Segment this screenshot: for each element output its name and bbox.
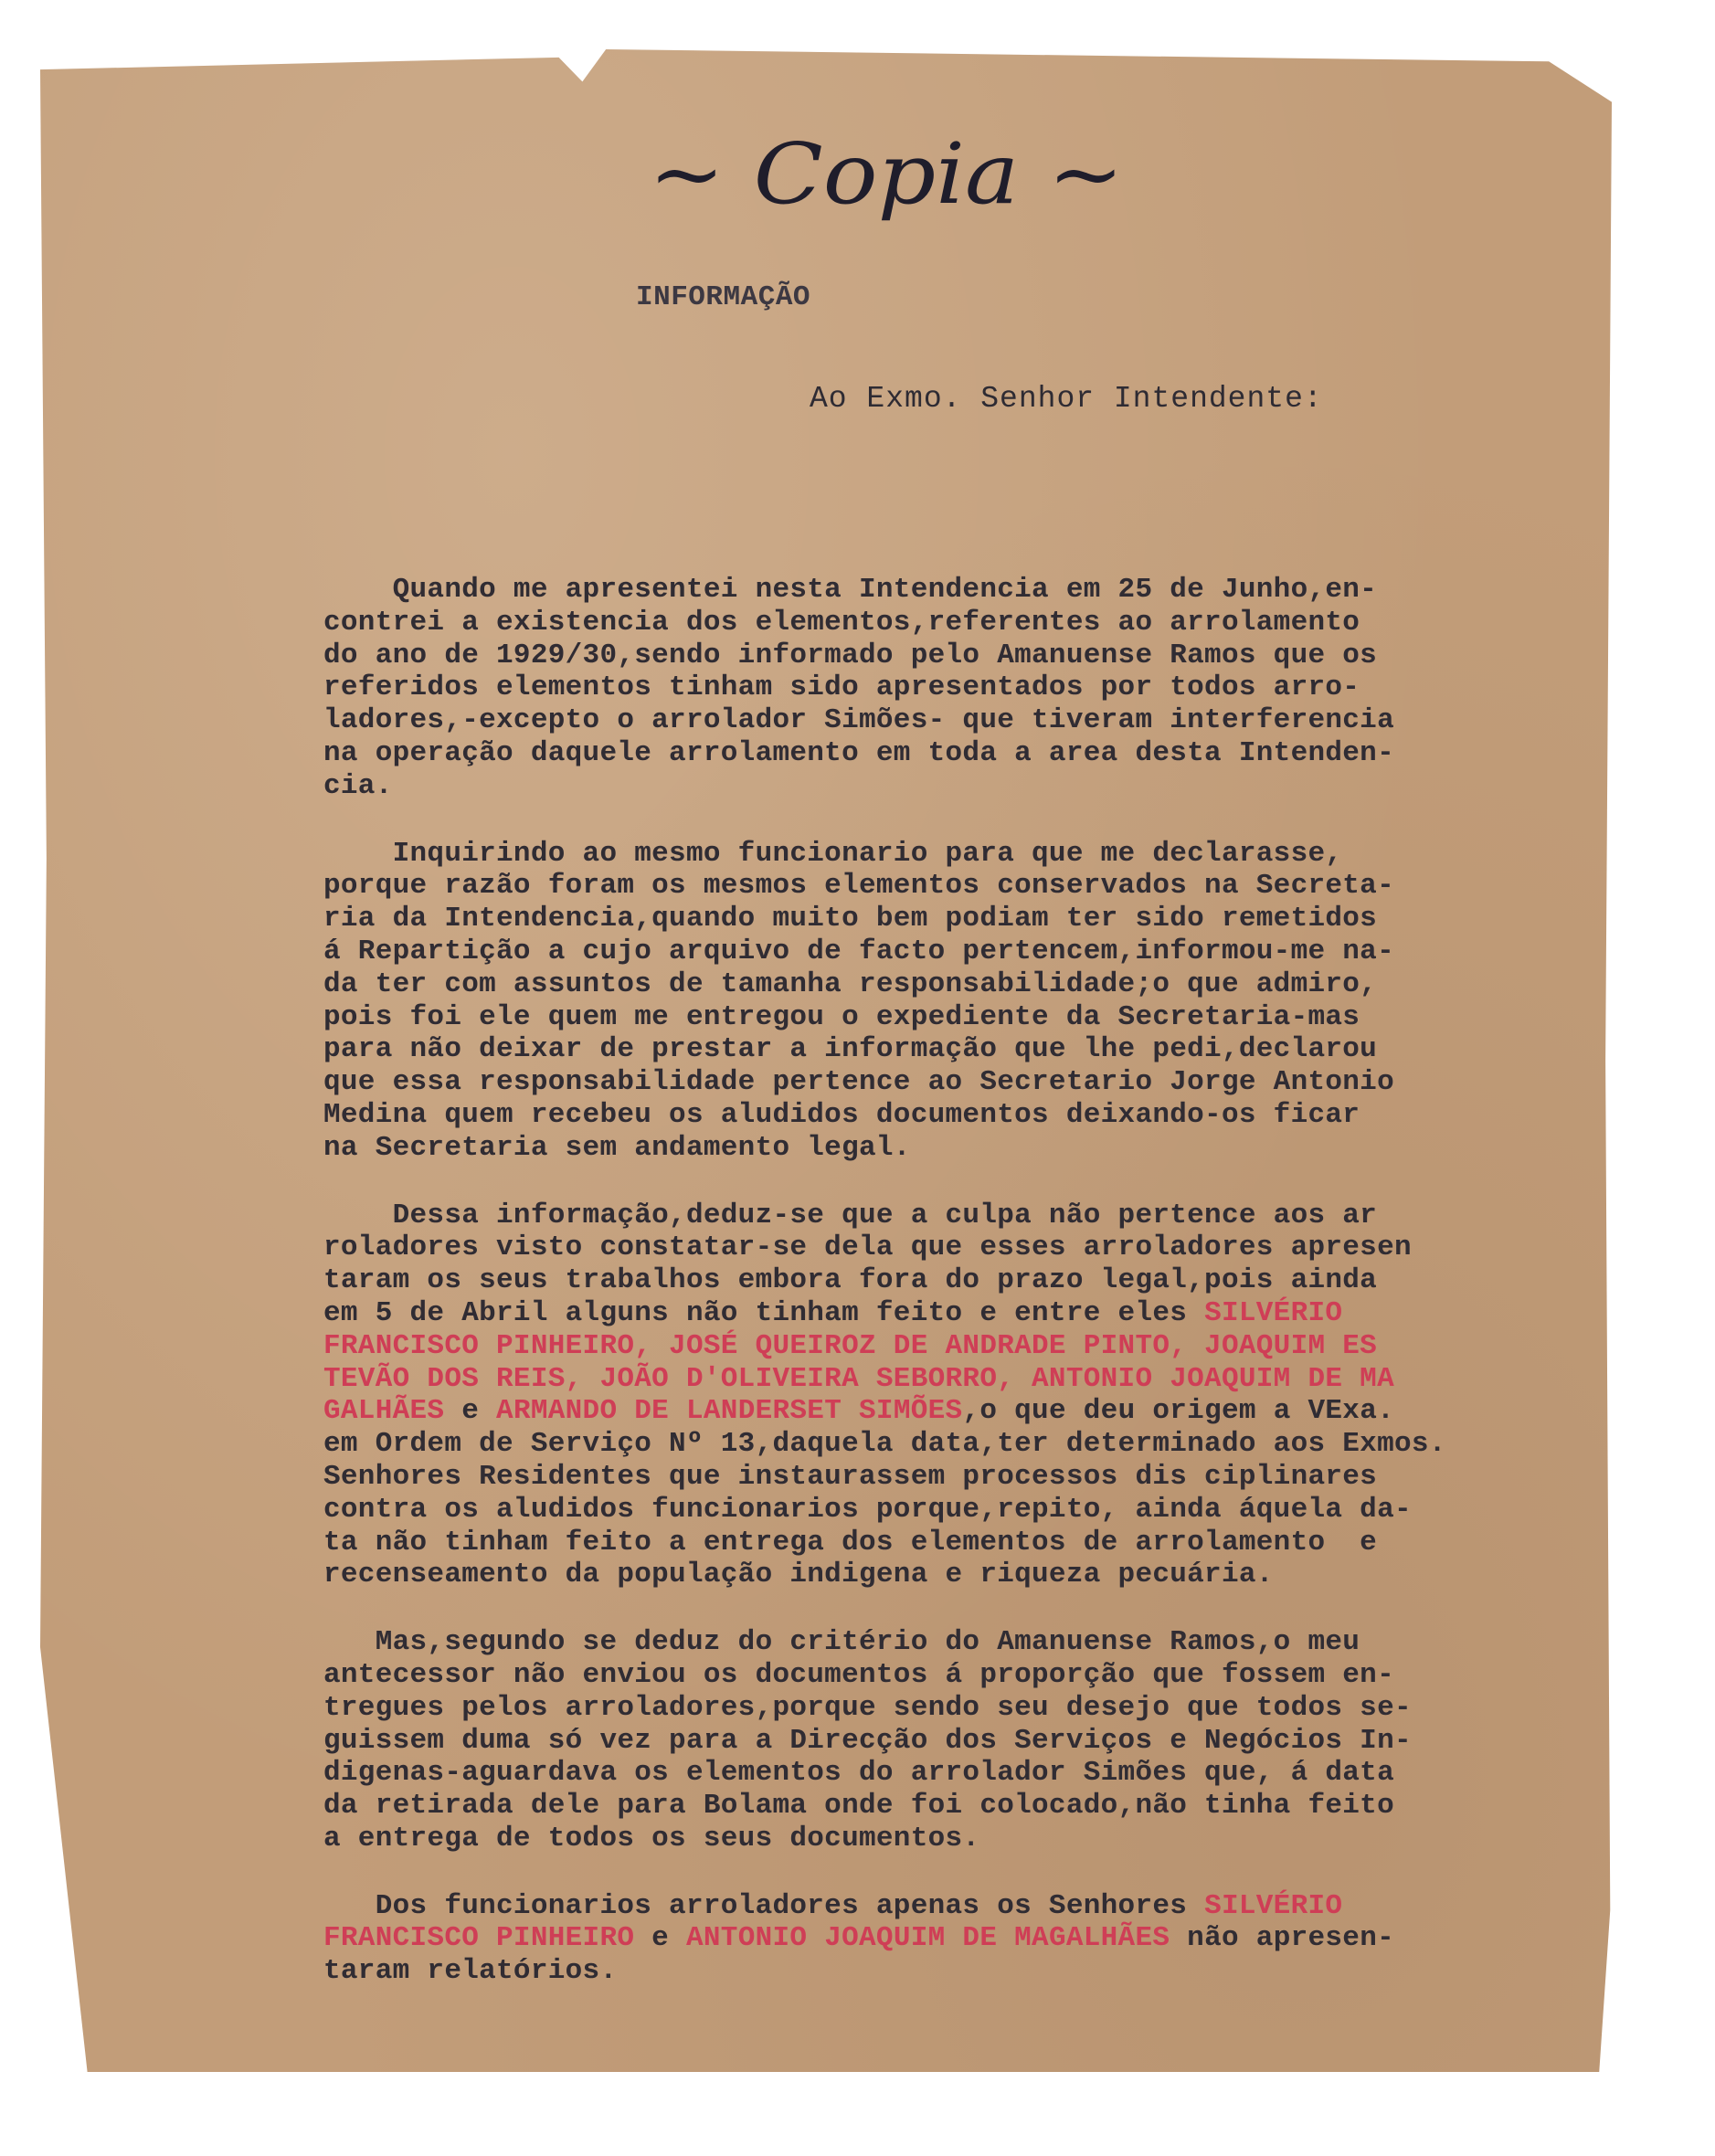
text-segment: pois foi ele quem me entregou o expediente da Secretaria-mas [323,1000,1360,1033]
text-line [323,737,1603,770]
text-line [323,1494,1603,1527]
text-segment: referidos elementos tinham sido apresentados por todos arro- [323,671,1360,704]
text-line [323,1890,1603,1923]
handwritten-header [612,119,1160,274]
text-line [323,1955,1603,1988]
text-line [323,639,1603,672]
text-line [323,1231,1603,1264]
red-name-segment: GALHÃES [323,1395,445,1428]
red-name-segment: TEVÃO DOS REIS, JOÃO D'OLIVEIRA SEBORRO, ANTONIO JOAQUIM DE MA [323,1362,1394,1395]
text-segment: a entrega de todos os seus documentos. [323,1822,980,1855]
salutation: Ao Exmo. Senhor Intendente: [810,382,1323,416]
text-segment: e [634,1922,686,1955]
text-line [323,574,1603,607]
text-line [323,1790,1603,1823]
text-segment: Mas,segundo se deduz do critério do Amanuense Ramos,o meu [323,1626,1360,1659]
text-segment: digenas-aguardava os elementos do arrolador Simões que, á data [323,1757,1394,1790]
text-segment: cia. [323,769,393,802]
text-line [323,671,1603,704]
text-segment: recenseamento da população indigena e riqueza pecuária. [323,1559,1274,1591]
text-segment: Medina quem recebeu os aludidos documentos deixando-os ficar [323,1098,1360,1131]
text-segment: contrei a existencia dos elementos,referentes ao arrolamento [323,606,1360,639]
text-segment: ,o que deu origem a VExa. [962,1395,1395,1428]
text-line [323,1559,1603,1591]
text-line [323,607,1603,639]
text-segment: Quando me apresentei nesta Intendencia em 25 de Junho,en- [323,574,1378,606]
paragraph [323,574,1603,803]
text-line [323,1099,1603,1132]
text-segment: ladores,-excepto o arrolador Simões- que tiveram interferencia [323,704,1394,737]
text-line [323,1428,1603,1461]
text-line [323,1033,1603,1066]
text-line [323,1132,1603,1165]
red-name-segment: FRANCISCO PINHEIRO [323,1922,635,1955]
text-line [323,1823,1603,1855]
handwritten-header-text: ~ Copia ~ [649,125,1124,223]
text-segment: em 5 de Abril alguns não tinham feito e entre eles [323,1296,1205,1329]
text-segment: e [444,1395,497,1428]
text-segment: taram relatórios. [323,1955,618,1988]
text-segment: Dessa informação,deduz-se que a culpa não pertence aos ar [323,1199,1378,1231]
text-segment: tregues pelos arroladores,porque sendo seu desejo que todos se- [323,1691,1412,1724]
text-segment: roladores visto constatar-se dela que esses arroladores apresen [323,1231,1412,1264]
text-line [323,838,1603,871]
text-segment: que essa responsabilidade pertence ao Secretario Jorge Antonio [323,1066,1394,1099]
document-title: INFORMAÇÃO [636,281,811,313]
text-segment: á Repartição a cujo arquivo de facto pertencem,informou-me na- [323,935,1394,967]
text-segment: antecessor não enviou os documentos á proporção que fossem en- [323,1658,1394,1691]
paragraph [323,1626,1603,1855]
text-line [323,1001,1603,1034]
text-line [323,1626,1603,1659]
red-name-segment: FRANCISCO PINHEIRO, JOSÉ QUEIROZ DE ANDRADE PINTO, JOAQUIM ES [323,1329,1378,1362]
text-line [323,1066,1603,1099]
text-line [323,1757,1603,1790]
text-segment: guissem duma só vez para a Direcção dos Serviços e Negócios In- [323,1724,1412,1757]
text-line [323,1922,1603,1955]
text-line [323,968,1603,1001]
text-line [323,1330,1603,1363]
text-segment: ta não tinham feito a entrega dos elementos de arrolamento e [323,1526,1378,1559]
text-segment: na operação daquele arrolamento em toda a area desta Intenden- [323,736,1394,769]
text-line [323,1527,1603,1559]
text-segment: ria da Intendencia,quando muito bem podiam ter sido remetidos [323,903,1378,935]
text-segment: não apresen- [1170,1922,1395,1955]
text-line [323,1659,1603,1692]
document-body [323,574,1603,2023]
text-segment: para não deixar de prestar a informação que lhe pedi,declarou [323,1033,1378,1066]
red-name-segment: SILVÉRIO [1204,1889,1343,1922]
paragraph [323,838,1603,1165]
paragraph [323,1890,1603,1988]
text-segment: na Secretaria sem andamento legal. [323,1131,911,1164]
text-line [323,935,1603,968]
text-line [323,1200,1603,1232]
text-segment: contra os aludidos funcionarios porque,repito, ainda áquela da- [323,1493,1412,1526]
text-line [323,1363,1603,1396]
text-line [323,903,1603,935]
text-segment: da ter com assuntos de tamanha responsabilidade;o que admiro, [323,967,1378,1000]
text-segment: Inquirindo ao mesmo funcionario para que me declarasse, [323,837,1343,870]
text-line [323,1297,1603,1330]
text-segment: em Ordem de Serviço Nº 13,daquela data,ter determinado aos Exmos. [323,1428,1446,1461]
text-segment: porque razão foram os mesmos elementos conservados na Secreta- [323,870,1394,903]
red-name-segment: ARMANDO DE LANDERSET SIMÕES [496,1395,963,1428]
text-line [323,770,1603,803]
text-segment: taram os seus trabalhos embora fora do prazo legal,pois ainda [323,1264,1378,1297]
red-name-segment: ANTONIO JOAQUIM DE MAGALHÃES [685,1922,1170,1955]
text-segment: da retirada dele para Bolama onde foi colocado,não tinha feito [323,1790,1394,1823]
text-segment: do ano de 1929/30,sendo informado pelo Amanuense Ramos que os [323,639,1378,671]
paragraph [323,1200,1603,1592]
text-line [323,1264,1603,1297]
text-line [323,704,1603,737]
text-line [323,1461,1603,1494]
text-line [323,1395,1603,1428]
text-line [323,870,1603,903]
text-segment: Senhores Residentes que instaurassem processos dis ciplinares [323,1460,1378,1493]
text-line [323,1725,1603,1758]
text-line [323,1692,1603,1725]
red-name-segment: SILVÉRIO [1204,1296,1343,1329]
text-segment: Dos funcionarios arroladores apenas os Senhores [323,1889,1205,1922]
